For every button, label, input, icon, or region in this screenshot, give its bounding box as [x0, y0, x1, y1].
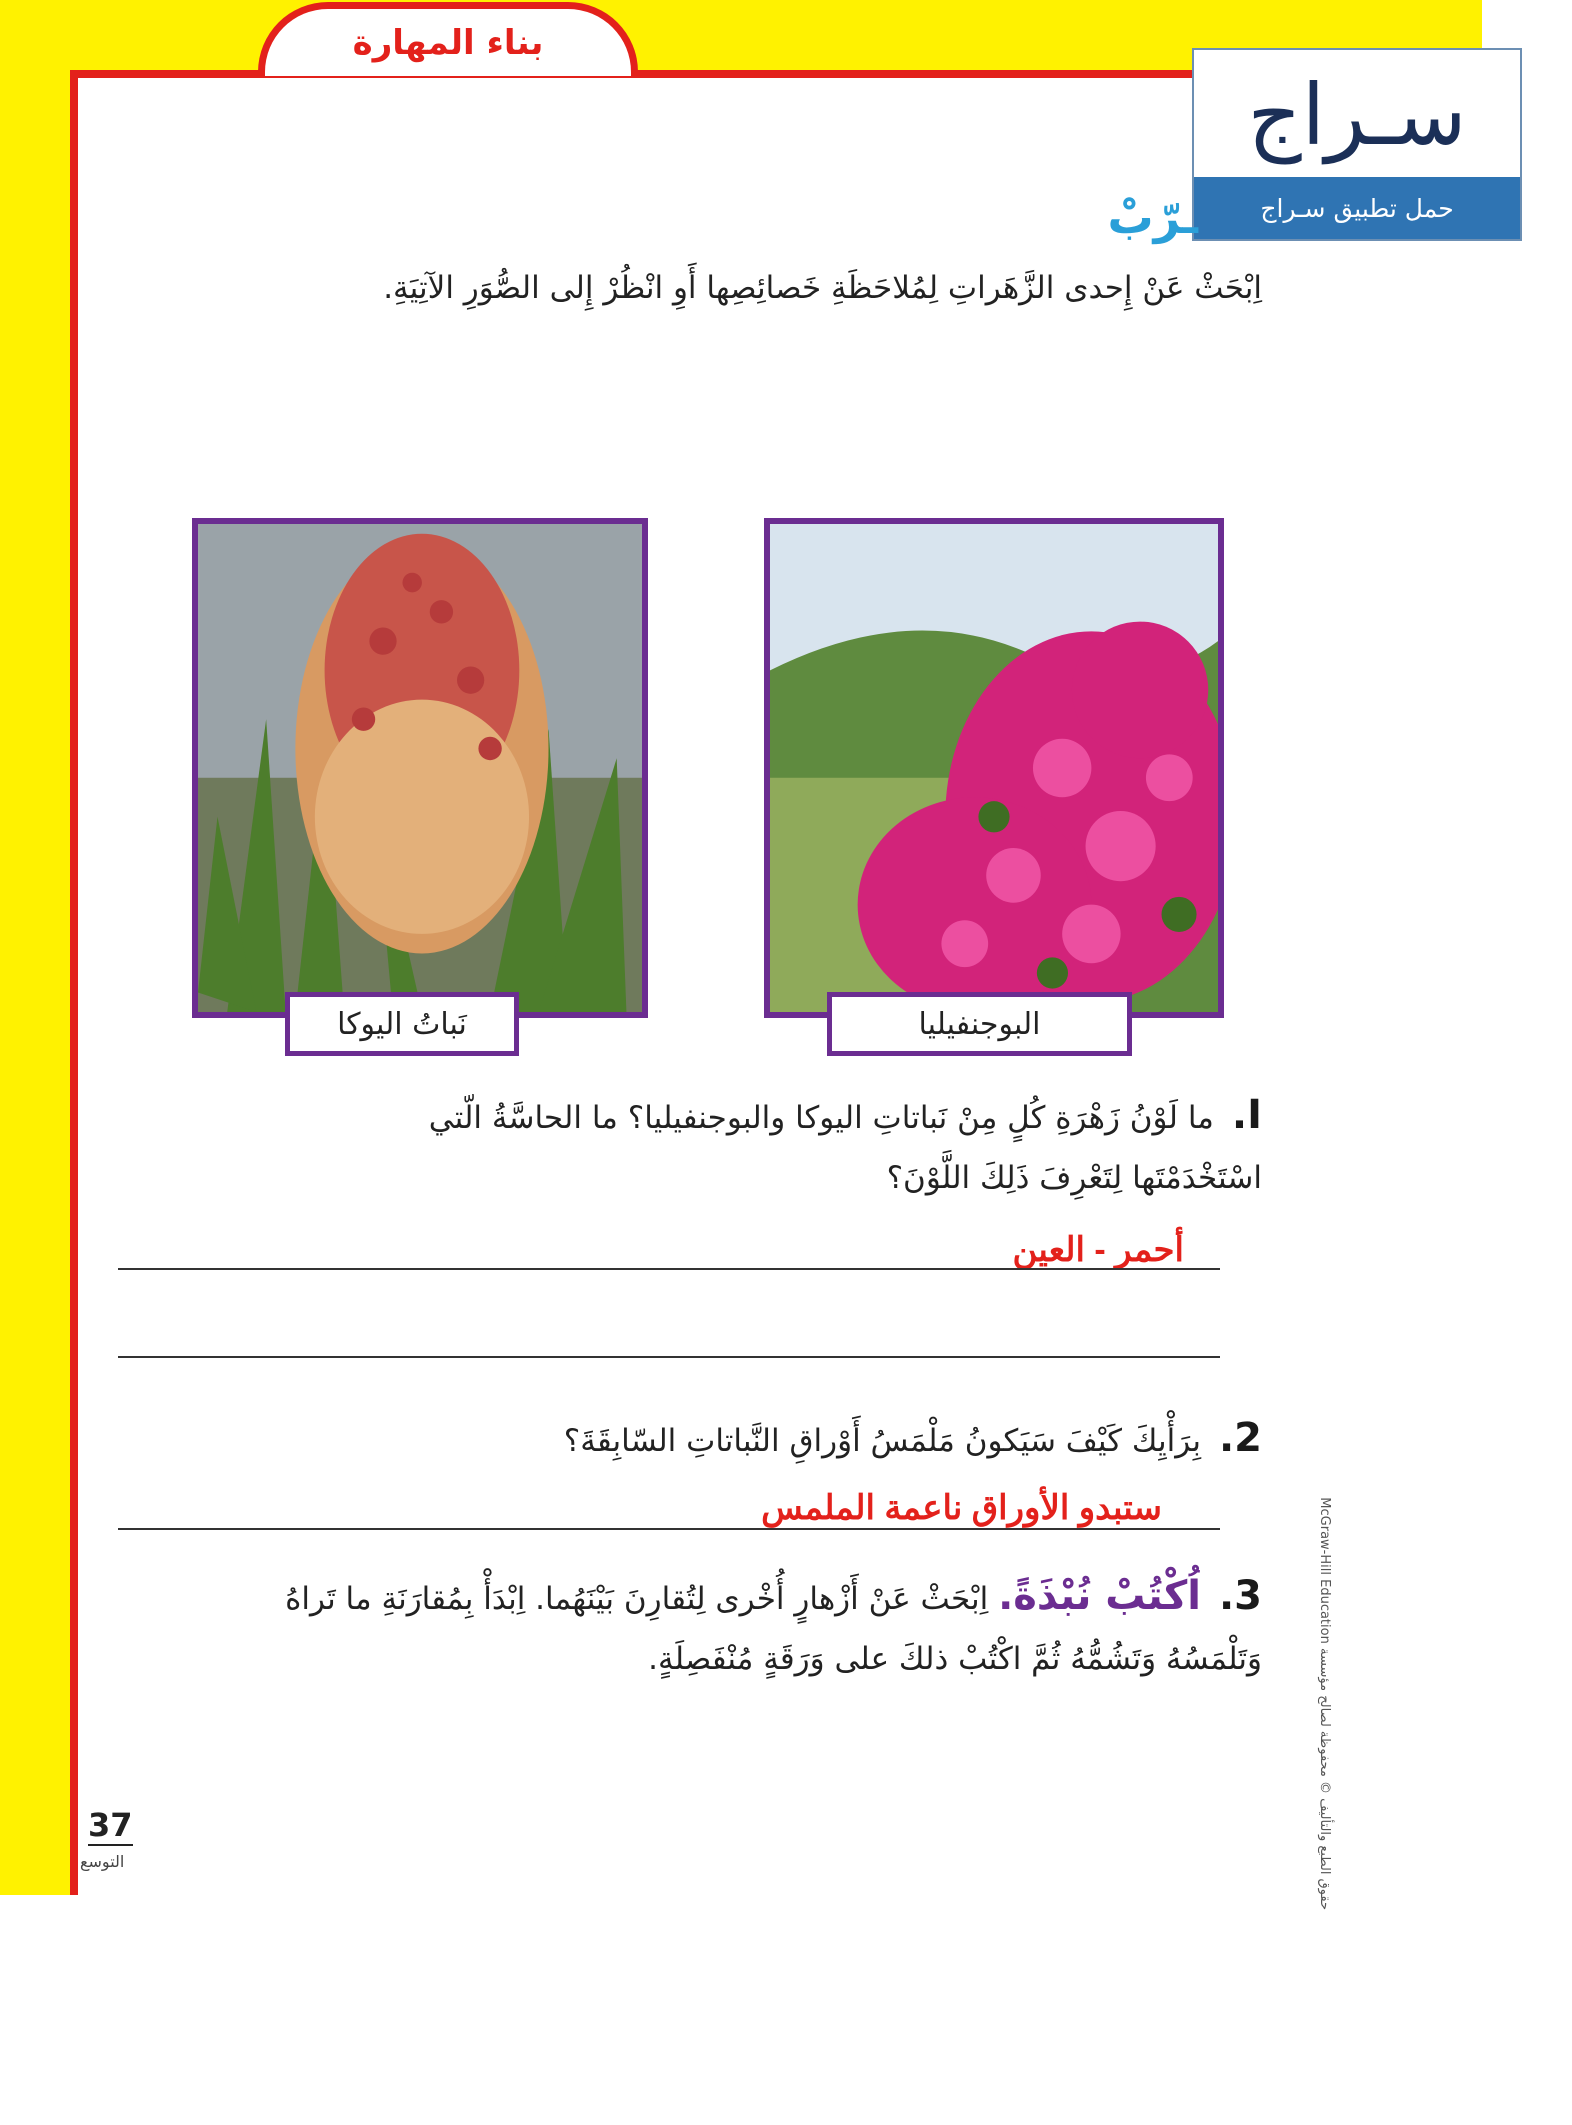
page-subtitle: التوسع [80, 1852, 125, 1871]
question-1 [232, 1085, 1262, 1208]
yucca-label [285, 992, 519, 1056]
question-1-line-2: اسْتَخْدَمْتَها لِتَعْرِفَ ذَلِكَ اللَّوْنَ؟ [886, 1160, 1262, 1196]
answer-line-1a [118, 1268, 1220, 1270]
header-tab-title: بناء المهارة [352, 22, 544, 63]
question-2 [232, 1408, 1262, 1471]
question-3-line-1 [122, 1566, 1262, 1629]
header-tab [258, 2, 638, 76]
question-3-number: 3. [1218, 1573, 1262, 1619]
question-3-line-2: وَتَلْمَسُهُ وَتَشُمُّهُ ثُمَّ اكْتُبْ ذلكَ على وَرَقَةٍ مُنْفَصِلَةٍ. [648, 1641, 1262, 1677]
answer-2[interactable]: ستبدو الأوراق ناعمة الملمس [761, 1489, 1162, 1527]
question-1-number: I. [1231, 1092, 1262, 1138]
siraj-logo[interactable] [1192, 48, 1522, 241]
section-title: ـرّبْ [1107, 190, 1198, 244]
question-3-text: اِبْحَثْ عَنْ أَزْهارٍ أُخْرى لِتُقارِنَ بَيْنَهُما. اِبْدَأْ بِمُقارَنَةِ ما تَراهُ [285, 1581, 989, 1617]
logo-name: سـراج [1247, 66, 1467, 164]
bougainvillea-label-text: البوجنفيليا [918, 1006, 1041, 1042]
page-number: 37 [88, 1806, 133, 1844]
yucca-photo [192, 518, 648, 1018]
bougainvillea-photo-icon [770, 524, 1218, 1012]
answer-1[interactable]: أحمر - العين [1012, 1231, 1184, 1269]
question-1-text: ما لَوْنُ زَهْرَةِ كُلٍ مِنْ نَباتاتِ اليوكا والبوجنفيليا؟ ما الحاسَّةُ الّتي [428, 1100, 1214, 1136]
question-2-number: 2. [1218, 1415, 1262, 1461]
question-3 [122, 1566, 1262, 1689]
yucca-label-text: نَباتُ اليوكا [337, 1006, 467, 1042]
answer-line-1b [118, 1356, 1220, 1358]
yucca-flower-photo-icon [198, 524, 642, 1012]
question-2-text: بِرَأْيِكَ كَيْفَ سَيَكونُ مَلْمَسُ أَوْراقِ النَّباتاتِ السّابِقَةَ؟ [563, 1423, 1201, 1459]
bougainvillea-label [827, 992, 1132, 1056]
intro-text: اِبْحَثْ عَنْ إِحدى الزَّهَراتِ لِمُلاحَظَةِ خَصائِصِها أَوِ انْظُرْ إِلى الصُّوَرِ الآتِيَةِ. [383, 270, 1262, 306]
question-3-keyword: اُكْتُبْ نُبْذَةً. [998, 1573, 1201, 1619]
logo-tagline: حمل تطبيق سـراج [1194, 177, 1520, 239]
question-1-line-1 [232, 1085, 1262, 1148]
bougainvillea-photo [764, 518, 1224, 1018]
yellow-left-band [0, 0, 70, 1895]
copyright-note: حقوق الطبع والتأليف © محفوظة لصالح مؤسسة McGraw-Hill Education [1317, 1497, 1332, 1910]
answer-line-2 [118, 1528, 1220, 1530]
